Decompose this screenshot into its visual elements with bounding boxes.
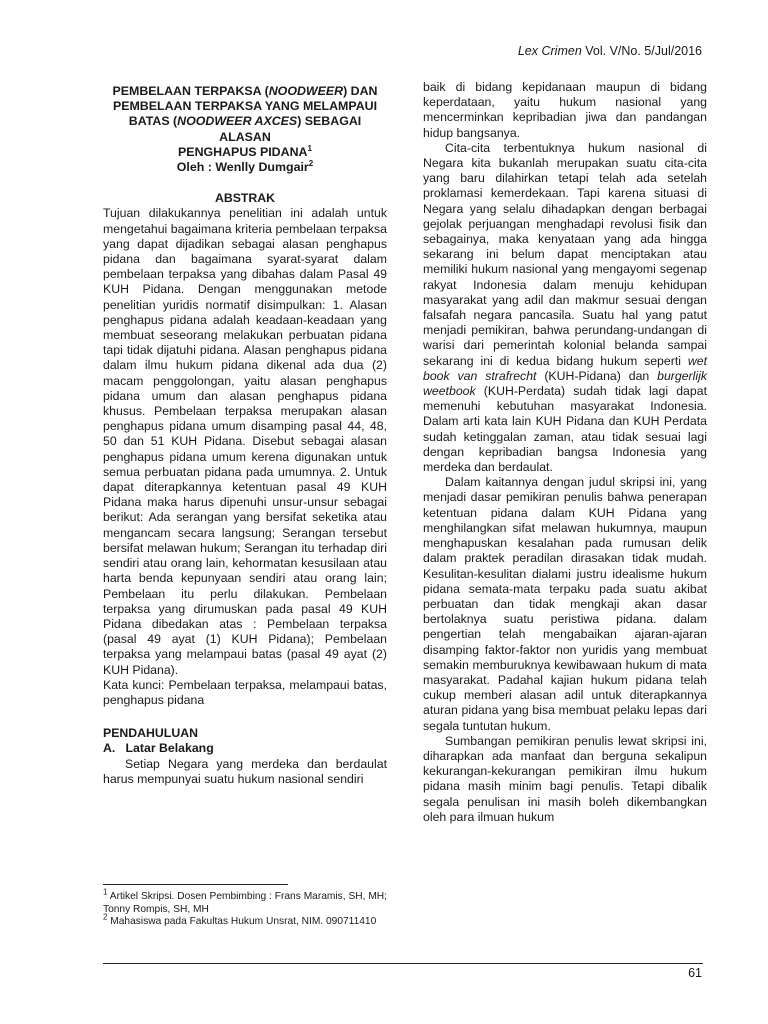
body-paragraph: Sumbangan pemikiran penulis lewat skripsi ini, diharapkan ada manfaat dan berguna sekalipun kekurangan-kekurangan pemikiran ilmu hukum pidana masih minim bagi penulis. Tetapi dibalik segala penulisan ini masih boleh dikembangkan oleh para ilmuan hukum bbox=[423, 733, 707, 824]
title-text: ) DAN bbox=[343, 84, 378, 98]
abstract-body: Tujuan dilakukannya penelitian ini adalah untuk mengetahui bagaimana kriteria pembelaan terpaksa yang dapat dijadikan sebagai alasan penghapus pidana dan bagaimana syarat-syarat dalam pembelaan terpaksa yang dibahas dalam Pasal 49 KUH Pidana. Dengan menggunakan metode penelitian yuridis normatif disimpulkan: 1. Alasan penghapus pidana adalah keadaan-keadaan yang membuat seseorang melakukan perbuatan pidana tapi tidak dijatuhi pidana. Alasan penghapus pidana dalam ilmu hukum pidana dikenal ada dua (2) macam penggolongan, yaitu alasan penghapus pidana umum dan alasan penghapus pidana khusus. Pembelaan terpaksa merupakan alasan penghapus pidana umum disamping pasal 44, 48, 50 dan 51 KUH Pidana. Disebut sebagai alasan penghapus pidana umum kerena digunakan untuk semua perbuatan pidana pada umumnya. 2. Untuk dapat diterapkannya ketentuan pasal 49 KUH Pidana maka harus dipenuhi unsur-unsur sebagai berikut: Ada serangan yang bersifat seketika atau mengancam secara langsung; Serangan tersebut bersifat melawan hukum; Serangan itu terhadap diri sendiri atau orang lain, kehormatan kesusilaan atau harta benda kepunyaan sendiri atau orang lain; Pembelaan itu perlu dilakukan. Pembelaan terpaksa yang dirumuskan pada pasal 49 KUH Pidana dibedakan atas : Pembelaan terpaksa (pasal 49 ayat (1) KUH Pidana); Pembelaan terpaksa yang melampaui batas (pasal 49 ayat (2) KUH Pidana). bbox=[103, 206, 387, 677]
footnote-text: Artikel Skripsi. Dosen Pembimbing : Frans Maramis, SH, MH; Tonny Rompis, SH, MH bbox=[103, 891, 387, 915]
body-term: burgerlijk weetbook bbox=[423, 368, 707, 399]
body-text: Cita-cita terbentuknya hukum nasional di Negara kita bukanlah merupakan suatu cita-cita yang baru dilahirkan tetapi telah ada setelah proklamasi kemerdekaan. Tapi karena situasi di Negara yang selalu dihadapkan dengan berbagai gejolak perjuangan menghadapi revolusi fisik dan sebagainya, maka kenyataan yang ada hingga sekarang ini belum dapat menciptakan atau memiliki hukum nasional yang mengayomi segenap rakyat Indonesia dalam menuju kehidupan masyarakat yang adil dan makmur sesuai dengan falsafah negara pancasila. Suatu hal yang patut menjadi pemikiran, bahwa perundang-undangan di warisi dari pemerintah kolonial belanda sampai sekarang ini di kedua bidang hukum seperti bbox=[423, 140, 707, 368]
title-line-2: PEMBELAAN TERPAKSA YANG MELAMPAUI bbox=[112, 99, 378, 114]
journal-name: Lex Crimen bbox=[517, 44, 582, 58]
footnote-2 bbox=[103, 912, 387, 929]
title-line-1 bbox=[103, 84, 387, 99]
title-line-4 bbox=[103, 145, 387, 160]
footnote-mark: 2 bbox=[308, 158, 314, 168]
footnote-mark: 1 bbox=[103, 887, 108, 897]
section-heading: PENDAHULUAN bbox=[103, 726, 198, 741]
page-footer-divider bbox=[103, 963, 703, 964]
body-text: (KUH-Pidana) dan bbox=[536, 368, 658, 383]
body-paragraph bbox=[423, 141, 707, 475]
title-text: BATAS ( bbox=[128, 114, 178, 129]
footnote-text: Mahasiswa pada Fakultas Hukum Unsrat, NIM. 090711410 bbox=[107, 916, 377, 928]
intro-paragraph: Setiap Negara yang merdeka dan berdaulat harus mempunyai suatu hukum nasional sendiri bbox=[103, 756, 387, 786]
body-paragraph: Dalam kaitannya dengan judul skripsi ini, yang menjadi dasar pemikiran penulis bahwa penerapan ketentuan pidana dalam KUH Pidana yang menghilangkan sifat melawan hukumnya, maupun menghapuskan kesalahan pada rumusan delik dalam praktek peradilan dirasakan tidak mudah. Kesulitan-kesulitan dialami justru idealisme hukum pidana semata-mata terpaku pada suatu akibat perbuatan dan tidak mengkaji akan dasar bertolaknya suatu peristiwa pidana. dalam pengertian telah mengabaikan ajaran-ajaran disamping faktor-faktor non yuridis yang membuat semakin memburuknya kewibawaan hukum di mata masyarakat. Padahal kajian hukum pidana telah cukup memberi alasan adil untuk diterapkannya aturan pidana yang bisa membuat pelaku lepas dari segala tuntutan hukum. bbox=[423, 475, 707, 733]
body-text: (KUH-Perdata) sudah tidak lagi dapat memenuhi kebutuhan masyarakat Indonesia. Dalam arti kata lain KUH Pidana dan KUH Perdata sudah ketinggalan zaman, atau tidak sesuai lagi dengan kepribadian bangsa Indonesia yang merdeka dan berdaulat. bbox=[423, 384, 707, 475]
subsection-heading: A. Latar Belakang bbox=[103, 741, 214, 756]
keywords: Kata kunci: Pembelaan terpaksa, melampaui batas, penghapus pidana bbox=[103, 677, 387, 707]
left-column bbox=[103, 80, 387, 787]
author-line bbox=[103, 160, 387, 175]
title-line-3 bbox=[103, 114, 387, 144]
title-term: NOODWEER bbox=[268, 84, 344, 98]
abstract-heading: ABSTRAK bbox=[214, 191, 276, 206]
article-title bbox=[103, 84, 387, 175]
footnote-divider bbox=[103, 884, 288, 885]
body-term: wet book van strafrecht bbox=[423, 353, 707, 383]
footnote-mark: 1 bbox=[307, 143, 312, 153]
footnote-mark: 2 bbox=[103, 912, 108, 922]
journal-issue: Vol. V/No. 5/Jul/2016 bbox=[581, 44, 702, 58]
journal-header bbox=[518, 44, 702, 58]
body-paragraph: baik di bidang kepidanaan maupun di bidang keperdataan, yaitu hukum nasional yang mencerminkan kepribadian jiwa dan pandangan hidup bangsanya. bbox=[423, 80, 707, 140]
footnote-1 bbox=[103, 887, 387, 916]
title-text: ) SEBAGAI ALASAN bbox=[219, 114, 362, 144]
author-name: Oleh : Wenlly Dumgair bbox=[176, 160, 309, 175]
title-text: PENGHAPUS PIDANA bbox=[178, 144, 308, 159]
title-term: NOODWEER AXCES bbox=[177, 114, 298, 129]
page-number: 61 bbox=[688, 966, 702, 980]
right-column bbox=[423, 80, 707, 825]
footnotes bbox=[103, 887, 387, 929]
title-text: PEMBELAAN TERPAKSA ( bbox=[112, 84, 269, 98]
